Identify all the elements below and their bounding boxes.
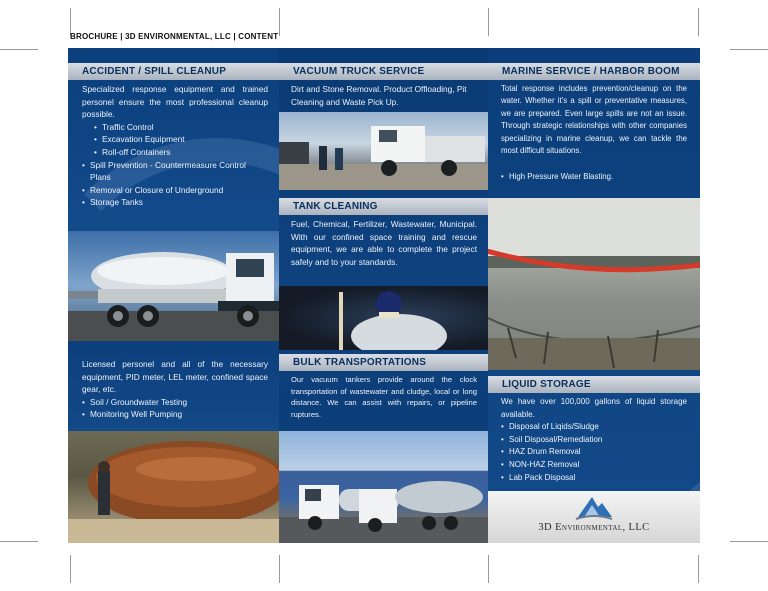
brochure-sheet bbox=[68, 48, 700, 543]
list-item: • Soil / Groundwater Testing bbox=[82, 396, 268, 409]
list-item: • High Pressure Water Blasting. bbox=[501, 171, 687, 183]
logo-text: 3D Environmental, LLC bbox=[538, 522, 650, 533]
crop-mark bbox=[0, 49, 38, 50]
marine-text bbox=[501, 83, 687, 184]
list-item: • Traffic Control bbox=[94, 121, 268, 134]
vacuum-heading: VACUUM TRUCK SERVICE bbox=[279, 63, 488, 80]
crop-mark bbox=[279, 8, 280, 36]
truck-illustration bbox=[68, 231, 279, 341]
list-item: • Disposal of Liqids/Sludge bbox=[501, 421, 687, 434]
tank-cleaning-text bbox=[291, 218, 477, 268]
tank-illustration bbox=[68, 431, 279, 543]
panel-marine bbox=[488, 48, 700, 543]
marine-heading: MARINE SERVICE / HARBOR BOOM bbox=[488, 63, 700, 80]
list-item: • Spill Prevention - Countermeasure Control Plans bbox=[82, 159, 268, 184]
bulk-paragraph: Our vacuum tankers provide around the clock transportation of wastewater and cludge, local or long distance. We can assist with repairs, or pipeline ruptures. bbox=[291, 375, 477, 420]
list-item: • Soil Disposal/Remediation bbox=[501, 434, 687, 447]
bulk-text bbox=[291, 374, 477, 421]
accident-text-2 bbox=[82, 358, 268, 421]
crop-mark bbox=[279, 555, 280, 583]
list-item: • Storage Tanks bbox=[82, 196, 268, 209]
tank-cleaning-heading: TANK CLEANING bbox=[279, 198, 488, 215]
list-item: • NON-HAZ Removal bbox=[501, 459, 687, 472]
crop-mark bbox=[488, 8, 489, 36]
list-item: • Monitoring Well Pumping bbox=[82, 408, 268, 421]
vacuum-truck-photo bbox=[68, 231, 279, 341]
panel-accident bbox=[68, 48, 279, 543]
panel-services bbox=[279, 48, 488, 543]
company-logo bbox=[488, 491, 700, 543]
list-item: • Excavation Equipment bbox=[94, 133, 268, 146]
list-item: • HAZ Drum Removal bbox=[501, 446, 687, 459]
logo-mountain-icon bbox=[574, 493, 614, 521]
liquid-storage-heading: LIQUID STORAGE bbox=[488, 376, 700, 393]
tanker-illustration bbox=[279, 431, 488, 543]
marine-paragraph: Total response includes prevention/cleanup on the water. Whether it's a spill or preventative measures, we are prepared. Even large spills are not an issue. Through strategic relationships with other companies specializing in marine cleanup, we can tackle the most difficult situations. bbox=[501, 84, 687, 156]
list-item: • Removal or Closure of Underground bbox=[82, 184, 268, 197]
rusted-tank-photo bbox=[68, 431, 279, 543]
worker-illustration bbox=[279, 286, 488, 350]
harbor-boom-photo bbox=[488, 198, 700, 370]
confined-space-photo bbox=[279, 286, 488, 350]
accident-intro: Specialized response equipment and trained personel ensure the most professional cleanup possible. bbox=[82, 84, 268, 120]
bulk-heading: BULK TRANSPORTATIONS bbox=[279, 354, 488, 371]
vacuum-text: Dirt and Stone Removal. Product Offloading, Pit Cleaning and Waste Pick Up. bbox=[291, 84, 467, 107]
liquid-storage-paragraph: We have over 100,000 gallons of liquid storage available. bbox=[501, 397, 687, 419]
trucks-worksite-photo bbox=[279, 112, 488, 190]
liquid-storage-text bbox=[501, 396, 687, 484]
tanker-fleet-photo bbox=[279, 431, 488, 543]
crop-mark bbox=[730, 541, 768, 542]
crop-mark bbox=[698, 8, 699, 36]
crop-mark bbox=[0, 541, 38, 542]
accident-heading: ACCIDENT / SPILL CLEANUP bbox=[68, 63, 279, 80]
accident-para2: Licensed personel and all of the necessary equipment, PID meter, LEL meter, confined space gear, etc. bbox=[82, 359, 268, 395]
tank-cleaning-paragraph: Fuel, Chemical, Fertilizer, Wastewater, Municipal. With our confined space training and rescue equipment, we are able to complete the project safely and to your standards. bbox=[291, 219, 477, 267]
boom-illustration bbox=[488, 198, 700, 370]
accident-text bbox=[82, 83, 268, 209]
list-item: • Roll-off Containers bbox=[94, 146, 268, 159]
crop-mark bbox=[488, 555, 489, 583]
crop-mark bbox=[70, 555, 71, 583]
brochure-title: BROCHURE | 3D ENVIRONMENTAL, LLC | CONTENT bbox=[70, 32, 279, 41]
crop-mark bbox=[698, 555, 699, 583]
worksite-illustration bbox=[279, 112, 488, 190]
crop-mark bbox=[730, 49, 768, 50]
list-item: • Lab Pack Disposal bbox=[501, 472, 687, 485]
